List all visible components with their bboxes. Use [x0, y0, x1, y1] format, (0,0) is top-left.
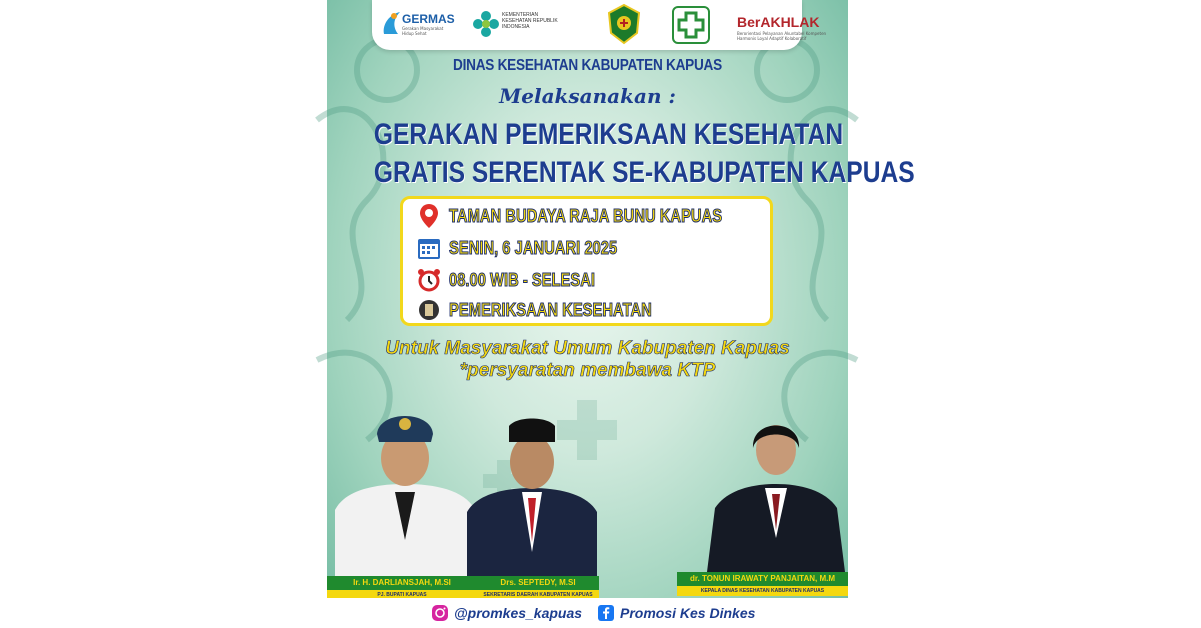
alarm-clock-icon — [417, 268, 441, 292]
germas-logo-icon — [380, 10, 402, 38]
person3-name: dr. TONUN IRAWATY PANJAITAN, M.M — [677, 572, 848, 586]
location-text: TAMAN BUDAYA RAJA BUNU KAPUAS — [449, 205, 723, 226]
facebook-page: Promosi Kes Dinkes — [620, 605, 756, 621]
kapuas-emblem-icon — [607, 3, 641, 45]
calendar-icon — [417, 236, 441, 260]
audience-text: Untuk Masyarakat Umum Kabupaten Kapuas — [385, 338, 790, 359]
organizer-heading: DINAS KESEHATAN KABUPATEN KAPUAS — [453, 57, 722, 74]
event-title-line2: GRATIS SERENTAK SE-KABUPATEN KAPUAS — [373, 156, 915, 189]
kemenkes-logo-icon — [472, 10, 500, 38]
social-footer — [327, 598, 848, 628]
person3-role: KEPALA DINAS KESEHATAN KABUPATEN KAPUAS — [677, 586, 848, 596]
action-heading: Melaksanakan : — [499, 84, 676, 108]
facebook-link[interactable] — [597, 604, 755, 622]
person-photo-sekda — [467, 402, 597, 576]
event-details-box — [400, 196, 773, 326]
clipboard-icon — [417, 298, 441, 322]
event-title-line1: GERAKAN PEMERIKSAAN KESEHATAN — [373, 118, 844, 151]
berakhlak-logo-text: BerAKHLAK — [737, 14, 820, 30]
germas-logo-text: GERMAS — [402, 12, 455, 26]
berakhlak-logo-subtext: Berorientasi Pelayanan Akuntabel Kompeten Harmonis Loyal Adaptif Kolaboratif — [737, 31, 827, 41]
person1-name: Ir. H. DARLIANSJAH, M.SI — [327, 576, 477, 590]
activity-row — [417, 297, 696, 323]
time-row — [417, 267, 627, 293]
logo-bar — [372, 0, 827, 50]
instagram-link[interactable] — [431, 604, 582, 622]
puskesmas-logo-icon — [672, 6, 710, 44]
facebook-icon — [597, 604, 615, 622]
person2-name: Drs. SEPTEDY, M.SI — [477, 576, 599, 590]
location-row — [417, 203, 782, 229]
activity-text: PEMERIKSAAN KESEHATAN — [449, 299, 652, 320]
person1-role: PJ. BUPATI KAPUAS — [327, 590, 477, 600]
person2-role: SEKRETARIS DAERAH KABUPATEN KAPUAS — [477, 590, 599, 600]
person-photo-kadinkes — [707, 398, 845, 572]
requirement-text: *persyaratan membawa KTP — [459, 360, 716, 381]
germas-logo-subtext: Gerakan Masyarakat Hidup Sehat — [402, 26, 444, 36]
event-poster — [327, 0, 915, 628]
instagram-handle: @promkes_kapuas — [454, 605, 583, 621]
time-text: 08.00 WIB - SELESAI — [449, 269, 596, 290]
date-text: SENIN, 6 JANUARI 2025 — [449, 237, 618, 258]
map-pin-icon — [417, 204, 441, 228]
date-row — [417, 235, 654, 261]
person-photo-bupati — [335, 400, 475, 576]
kemenkes-logo-text: KEMENTERIAN KESEHATAN REPUBLIK INDONESIA — [502, 12, 558, 30]
instagram-icon — [431, 604, 449, 622]
